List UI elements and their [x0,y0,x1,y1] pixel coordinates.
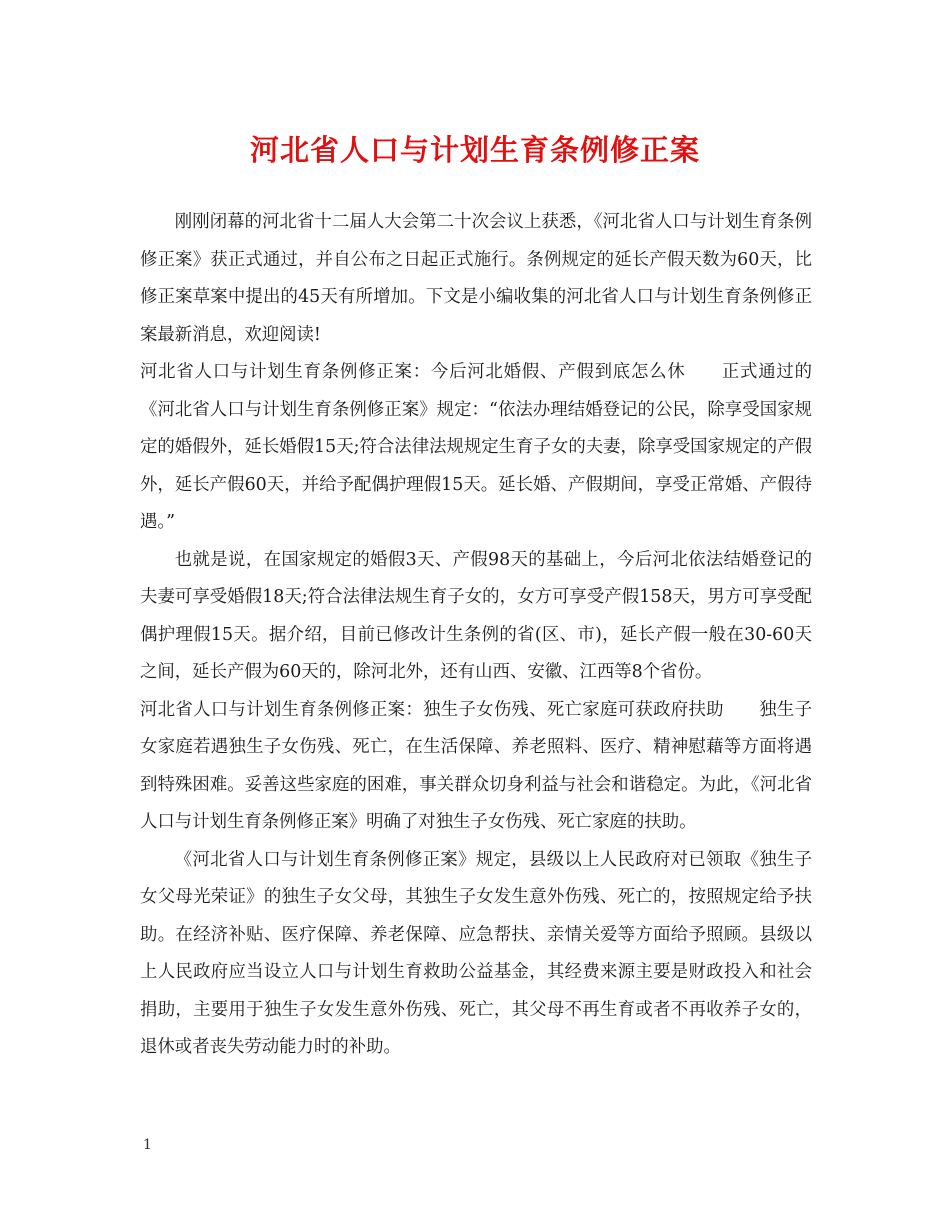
paragraph: 河北省人口与计划生育条例修正案：独生子女伤残、死亡家庭可获政府扶助 独生子女家庭若遇独生子女伤残、死亡，在生活保障、养老照料、医疗、精神慰藉等方面将遇到特殊困难。妥善这些家庭的困难，事关群众切身利益与社会和谐稳定。为此，《河北省人口与计划生育条例修正案》明确了对独生子女伤残、死亡家庭的扶助。 [140,699,812,832]
document-body [140,204,812,1067]
paragraph: 《河北省人口与计划生育条例修正案》规定，县级以上人民政府对已领取《独生子女父母光荣证》的独生子女父母，其独生子女发生意外伤残、死亡的，按照规定给予扶助。在经济补贴、医疗保障、养老保障、应急帮扶、亲情关爱等方面给予照顾。县级以上人民政府应当设立人口与计划生育救助公益基金，其经费来源主要是财政投入和社会捐助，主要用于独生子女发生意外伤残、死亡，其父母不再生育或者不再收养子女的，退休或者丧失劳动能力时的补助。 [140,849,812,1057]
document-title: 河北省人口与计划生育条例修正案 [249,133,700,167]
paragraph: 刚刚闭幕的河北省十二届人大会第二十次会议上获悉，《河北省人口与计划生育条例修正案》获正式通过，并自公布之日起正式施行。条例规定的延长产假天数为60天，比修正案草案中提出的45天有所增加。下文是小编收集的河北省人口与计划生育条例修正案最新消息，欢迎阅读! [140,212,812,345]
paragraph: 河北省人口与计划生育条例修正案：今后河北婚假、产假到底怎么休 正式通过的《河北省人口与计划生育条例修正案》规定：“依法办理结婚登记的公民，除享受国家规定的婚假外，延长婚假15天;符合法律法规规定生育子女的夫妻，除享受国家规定的产假外，延长产假60天，并给予配偶护理假15天。延长婚、产假期间，享受正常婚、产假待遇。” [140,362,812,532]
page-number: 1 [143,1137,152,1153]
paragraph: 也就是说，在国家规定的婚假3天、产假98天的基础上，今后河北依法结婚登记的夫妻可享受婚假18天;符合法律法规生育子女的，女方可享受产假158天，男方可享受配偶护理假15天。据介绍，目前已修改计生条例的省(区、市)，延长产假一般在30-60天之间，延长产假为60天的，除河北外，还有山西、安徽、江西等8个省份。 [140,549,812,682]
